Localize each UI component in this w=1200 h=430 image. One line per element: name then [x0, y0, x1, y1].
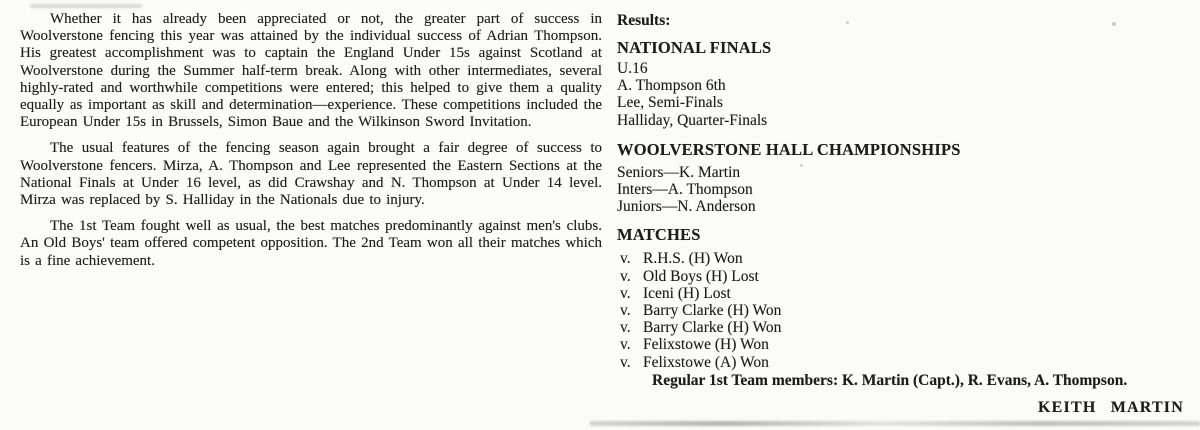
result-line: Inters—A. Thompson: [617, 181, 753, 199]
team-members-line: Regular 1st Team members: K. Martin (Capt.), R. Evans, A. Thompson.: [652, 372, 1128, 389]
versus-prefix: v.: [620, 336, 631, 354]
match-row: [617, 285, 1087, 302]
article-paragraph-3: The 1st Team fought well as usual, the best matches predominantly against men's clubs. An Old Boys' team offered competent opposition. The 2nd Team won all their matches which is a fine achievement.: [20, 218, 602, 269]
versus-prefix: v.: [620, 319, 631, 337]
match-row: [617, 302, 1087, 319]
article-paragraph-2: The usual features of the fencing season again brought a fair degree of success to Woolverstone fencers. Mirza, A. Thompson and Lee represented the Eastern Sections at the National Finals at Under 16 level, as did Crawshay and N. Thompson at Under 14 level. Mirza was replaced by S. Halliday in the Nationals due to injury.: [20, 140, 602, 209]
match-row: [617, 354, 1087, 371]
versus-prefix: v.: [620, 353, 631, 371]
match-result: Felixstowe (H) Won: [643, 336, 769, 354]
scan-artifact-top-streak: [30, 4, 142, 8]
match-row: [617, 319, 1087, 336]
result-line: U.16: [617, 60, 648, 77]
author-signature: KEITH MARTIN: [1038, 399, 1184, 416]
result-line: A. Thompson 6th: [617, 77, 726, 95]
match-result: Barry Clarke (H) Won: [643, 302, 782, 320]
article-paragraph-1: Whether it has already been appreciated or not, the greater part of success in Woolverstone fencing this year was attained by the individual success of Adrian Thompson. His greatest accomplishment was to captain the England Under 15s against Scotland at Woolverstone during the Summer half-term break. Along with other intermediates, several highly-rated and worthwhile competitions were entered; this helped to give them a quality equally as important as skill and determination—experience. These competitions included the European Under 15s in Brussels, Simon Baue and the Wilkinson Sword Invitation.: [20, 11, 602, 131]
versus-prefix: v.: [620, 284, 631, 302]
versus-prefix: v.: [620, 267, 631, 285]
result-line: Seniors—K. Martin: [617, 163, 741, 181]
match-row: [617, 250, 1087, 267]
match-row: [617, 268, 1087, 285]
section-title-matches: MATCHES: [617, 225, 701, 245]
scan-artifact-bottom-strip: [590, 421, 1200, 426]
match-result: R.H.S. (H) Won: [643, 250, 743, 268]
results-column: [617, 8, 1087, 371]
results-heading: Results:: [617, 12, 671, 29]
match-result: Old Boys (H) Lost: [643, 267, 759, 285]
match-row: [617, 336, 1087, 353]
scan-speck: [1112, 22, 1116, 26]
section-title-national-finals: NATIONAL FINALS: [617, 38, 772, 57]
result-line: Lee, Semi-Finals: [617, 94, 723, 112]
section-title-hall-championships: WOOLVERSTONE HALL CHAMPIONSHIPS: [617, 139, 961, 159]
versus-prefix: v.: [620, 250, 631, 268]
match-result: Felixstowe (A) Won: [643, 353, 769, 371]
match-result: Iceni (H) Lost: [643, 284, 731, 302]
match-result: Barry Clarke (H) Won: [643, 319, 782, 337]
result-line: Halliday, Quarter-Finals: [617, 111, 768, 129]
versus-prefix: v.: [620, 302, 631, 320]
result-line: Juniors—N. Anderson: [617, 198, 756, 216]
article-column: [20, 11, 602, 279]
